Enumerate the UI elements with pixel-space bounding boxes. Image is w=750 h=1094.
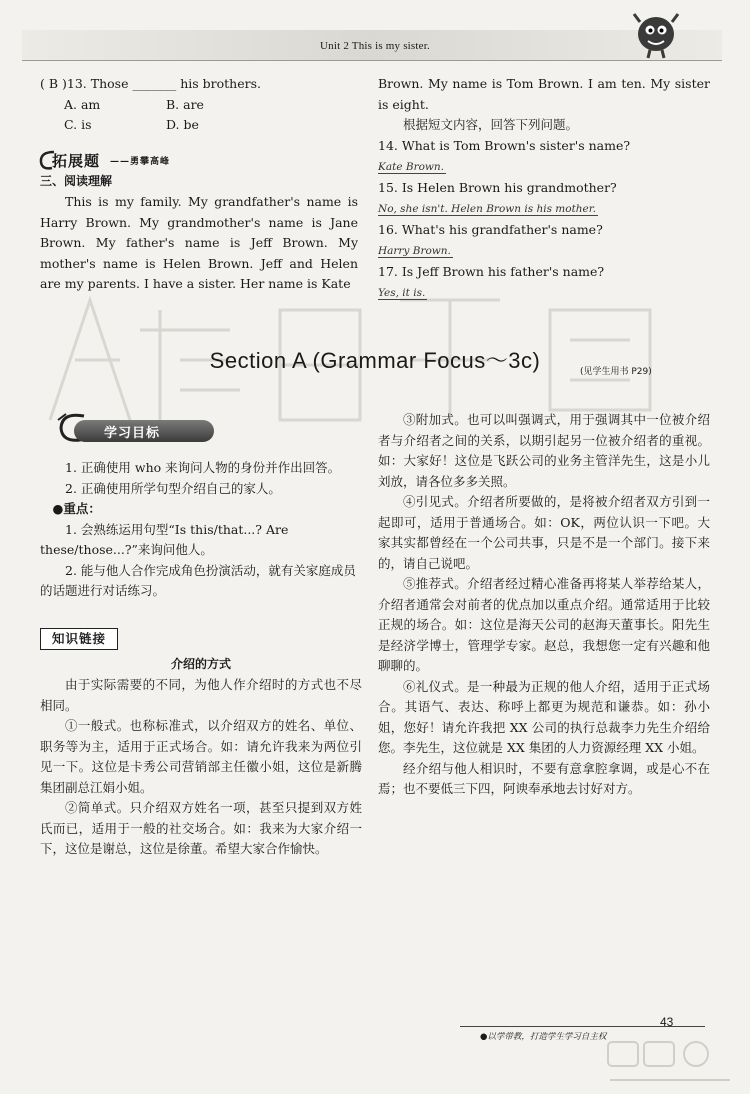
question-17: 17. Is Jeff Brown his father's name? [378, 263, 605, 279]
intro-paragraph: 由于实际需要的不同，为他人作介绍时的方式也不尽相同。 [40, 677, 362, 713]
instruction: 根据短文内容，回答下列问题。 [403, 117, 579, 132]
question-14: 14. What is Tom Brown's sister's name? [378, 137, 631, 153]
section-reference: (见学生用书 P29) [580, 367, 652, 377]
page-number: 43 [660, 1015, 674, 1029]
goal-2: 2. 正确使用所学句型介绍自己的家人。 [65, 480, 281, 496]
q13-option-b: B. are [165, 96, 204, 112]
knowledge-link-badge: 知识链接 [40, 628, 118, 650]
key-point-2: 2. 能与他人合作完成角色扮演活动，就有关家庭成员的话题进行对话练习。 [40, 562, 356, 598]
reading-continuation: Brown. My name is Tom Brown. I am ten. My sister is eight. [378, 76, 710, 112]
intro-methods-body [40, 675, 362, 860]
extension-title: 拓展题 [52, 152, 101, 170]
intro-paragraph: 经介绍与他人相识时，不要有意拿腔拿调，或是心不在焉；也不要低三下四，阿谀奉承地去讨好对方。 [378, 760, 710, 796]
reading-heading: 三、阅读理解 [40, 174, 113, 188]
mascot-icon [628, 8, 686, 60]
intro-paragraph: ⑤推荐式。介绍者经过精心准备再将某人举荐给某人，介绍者通常会对前者的优点加以重点介绍。通常适用于比较正规的场合。如：这位是海天公司的赵海天董事长。阳先生是经济学博士，管理学专家。赵总，我想您一定有兴趣和他聊聊的。 [378, 576, 710, 673]
footer-slogan: ●以学带教，打造学生学习自主权 [480, 1032, 607, 1042]
q13-option-d: D. be [165, 117, 199, 132]
question-15: 15. Is Helen Brown his grandmother? [378, 179, 617, 195]
section-title: Section A (Grammar Focus～3c) [209, 348, 541, 373]
goals-badge-label: 学习目标 [104, 426, 161, 441]
intro-paragraph: ②简单式。只介绍双方姓名一项，甚至只提到双方姓氏而已，适用于一般的社交场合。如：我来为大家介绍一下，这位是谢总，这位是徐董。希望大家合作愉快。 [40, 800, 362, 856]
intro-paragraph: ④引见式。介绍者所要做的，是将被介绍者双方引到一起即可，适用于普通场合。如：OK，两位认识一下吧。大家其实都曾经在一个公司共事，只是不是一个部门。接下来的，请自己说吧。 [378, 494, 710, 571]
answer-16: Harry Brown. [378, 245, 451, 257]
reading-questions [378, 74, 710, 304]
q13-prefix: ( B )13. Those [40, 76, 129, 91]
q13-suffix: his brothers. [180, 76, 261, 91]
question-13 [40, 74, 360, 136]
intro-paragraph: ③附加式。也可以叫强调式，用于强调其中一位被介绍者与介绍者之间的关系，以期引起另一位被介绍者的重视。如：大家好！这位是飞跃公司的业务主管洋先生，这是小儿刘放，请各位多多关照。 [378, 412, 710, 489]
reading-passage: This is my family. My grandfather's name is Harry Brown. My grandmother's name is Jane Brown. My father's name is Jeff Brown. My mother's name is Helen Brown. Jeff and Helen are my parents. I have a sister. Her name is Kate [40, 194, 358, 291]
unit-title: Unit 2 This is my sister. [320, 40, 430, 52]
learning-goals [40, 458, 362, 602]
intro-paragraph: ①一般式。也称标准式，以介绍双方的姓名、单位、职务等为主，适用于正式场合。如：请允许我来为两位引见一下。这位是卡秀公司营销部主任徽小姐，这位是新腾集团副总江娟小姐。 [40, 718, 362, 795]
answer-17: Yes, it is. [378, 287, 426, 299]
intro-methods-title: 介绍的方式 [170, 657, 231, 671]
goals-badge [56, 410, 216, 446]
q13-option-a: A. am [64, 96, 101, 112]
answer-15: No, she isn't. Helen Brown is his mother. [378, 203, 596, 215]
key-point-1: 1. 会熟练运用句型“Is this/that...? Are these/those...?”来询问他人。 [40, 521, 289, 557]
key-points-label: ●重点： [52, 501, 101, 516]
intro-paragraph: ⑥礼仪式。是一种最为正规的他人介绍，适用于正式场合。其语气、表达、称呼上都更为规范和谦恭。如：孙小姐，您好！请允许我把 XX 公司的执行总裁李力先生介绍给您。李先生，这位就是 XX 集团的人力资源经理 XX 小姐。 [378, 678, 710, 755]
watermark-logo-icon [600, 1036, 740, 1090]
extension-badge [38, 148, 238, 172]
q13-option-c: C. is [64, 117, 92, 132]
extension-subtitle: ——勇攀高峰 [110, 157, 171, 167]
answer-14: Kate Brown. [378, 161, 445, 173]
q13-blank: _______ [132, 76, 177, 91]
intro-methods-continued [378, 410, 710, 800]
goals-pill [74, 420, 214, 442]
question-16: 16. What's his grandfather's name? [378, 221, 603, 237]
goal-1: 1. 正确使用 who 来询问人物的身份并作出回答。 [65, 460, 341, 475]
